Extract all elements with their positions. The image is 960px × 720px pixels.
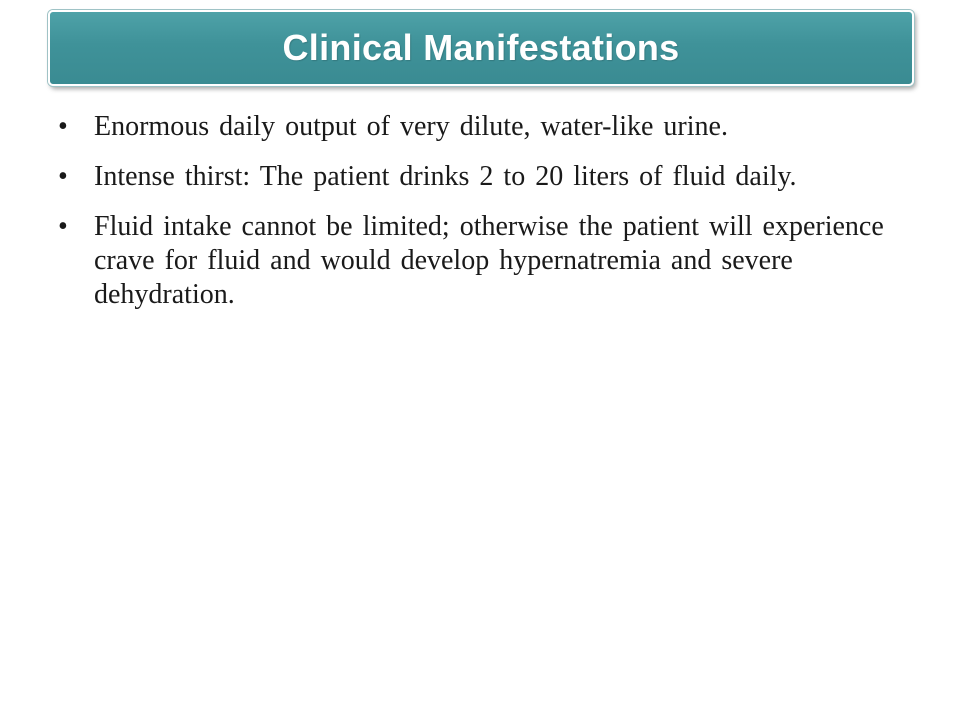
title-banner <box>48 10 914 86</box>
bullet-item: • Intense thirst: The patient drinks 2 to 20 liters of fluid daily. <box>56 160 906 194</box>
slide-title: Clinical Manifestations <box>282 27 680 68</box>
bullet-item: • Enormous daily output of very dilute, water-like urine. <box>56 110 906 144</box>
bullet-item: • Fluid intake cannot be limited; otherwise the patient will experience crave for fluid and would develop hypernatremia and severe dehydration. <box>56 210 906 312</box>
bullet-list <box>56 110 906 328</box>
